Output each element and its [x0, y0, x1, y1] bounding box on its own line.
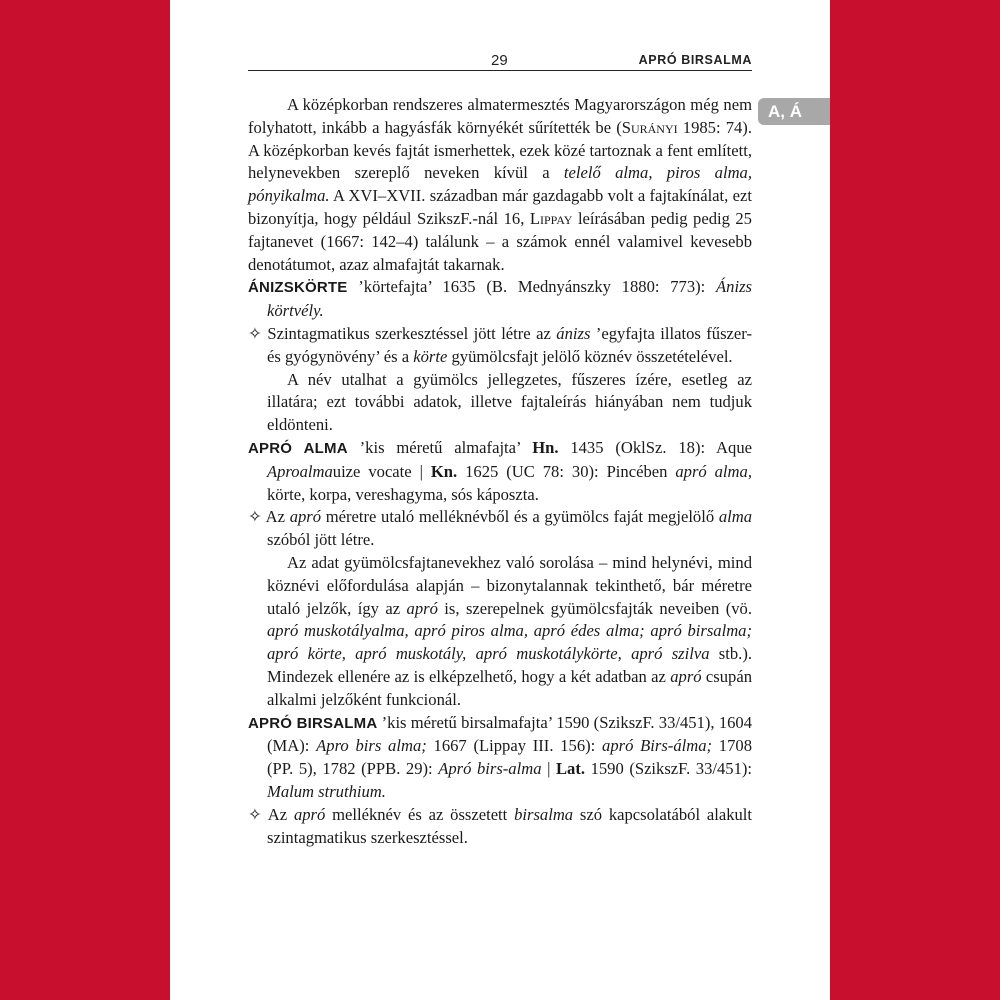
cited-word: ánizs — [556, 323, 591, 343]
author-name: Lippay — [529, 208, 573, 228]
etymology-paragraph — [248, 323, 752, 369]
text: leírásában pedig pedig 25 fajtanevet (1667: 142–4) találunk – a számok ennél valamivel kevesebb denotátumot, azaz almafajtát takarnak. — [248, 208, 752, 274]
headword: APRÓ BIRSALMA — [248, 714, 378, 732]
gloss: ’körtefajta’ 1635 (B. Mednyánszky 1880: 773): — [347, 277, 717, 297]
gloss: ’kis méretű birsalmafajta’ 1590 (SzikszF. 33/451), 1604 (MA): — [267, 712, 753, 756]
text: melléknév és az összetett — [325, 804, 515, 824]
text: 1590 (SzikszF. 33/451): — [585, 759, 753, 779]
page-number: 29 — [491, 52, 508, 69]
text: gyümölcsfajt jelölő köznév összetételével. — [447, 346, 733, 366]
text: 1625 (UC 78: 30): Pincében — [457, 461, 676, 481]
etymology-symbol-icon: ✧ — [248, 804, 262, 824]
text: 1667 (Lippay III. 156): — [426, 736, 603, 756]
running-header — [248, 52, 752, 71]
text: | — [541, 759, 556, 779]
source-type-label: Lat. — [555, 759, 585, 779]
text: szóból jött létre. — [267, 530, 375, 550]
etymology-symbol-icon: ✧ — [248, 323, 262, 343]
cited-names: telelő alma, piros alma, pónyikalma. — [248, 163, 752, 206]
cited-word: apró — [293, 804, 326, 824]
attested-form: Aproalma — [267, 461, 333, 481]
section-thumb-tab: A, Á — [758, 98, 830, 125]
text: csupán alkalmi jelzőként funkcionál. — [267, 666, 752, 709]
headword: APRÓ ALMA — [248, 439, 348, 457]
cited-word: apró — [670, 666, 702, 686]
text: körte, korpa, vereshagyma, sós káposzta. — [267, 484, 539, 504]
entry-apro-alma — [248, 437, 752, 506]
cited-variety-list: apró muskotályalma, apró piros alma, apró édes alma; apró birsalma; apró körte, apró muskotály, apró muskotálykörte, apró szilva — [267, 621, 752, 664]
commentary-paragraph: A név utalhat a gyümölcs jellegzetes, fűszeres ízére, esetleg az illatára; ezt további adatok, illetve fajtaleírás hiányában nem tudjuk eldönteni. — [267, 369, 752, 435]
text: A középkorban rendszeres almatermesztés Magyarországon még nem folyhatott, inkább a hagyásfák környékét sűrítették be ( — [248, 95, 752, 137]
text: stb.). Mindezek ellenére az is elképzelhető, hogy a két adatban az — [267, 644, 752, 686]
attested-form: Apro birs alma; — [316, 736, 427, 756]
cited-word: apró — [406, 598, 438, 618]
commentary-paragraph — [248, 552, 752, 712]
text: Az — [261, 804, 294, 824]
text: méretre utaló melléknévből és a gyümölcs faját megjelölő — [321, 507, 719, 527]
text: szó kapcsolatából alakult szintagmatikus szerkesztéssel. — [267, 804, 753, 847]
text: 1708 (PP. 5), 1782 (PPB. 29): — [267, 736, 752, 779]
etymology-paragraph — [248, 804, 752, 850]
etymology-paragraph — [248, 506, 752, 552]
gloss: ’kis méretű almafajta’ — [347, 437, 533, 457]
text: Szintagmatikus szerkesztéssel jött létre az — [261, 323, 557, 343]
running-title: APRÓ BIRSALMA — [638, 53, 752, 67]
etymology-symbol-icon: ✧ — [248, 507, 262, 527]
attested-form: Ánizs körtvély. — [267, 277, 752, 321]
intro-paragraph — [248, 94, 752, 276]
text: A XVI–XVII. században már gazdagabb volt a fajtakínálat, ezt bizonyítja, hogy például SzikszF.-nál 16, — [248, 186, 752, 228]
text: Az adat gyümölcsfajtanevekhez való sorolása – mind helynévi, mind köznévi előfordulása alapján – bizonytalannak tekinthető, bár méretre utaló jelzők, így az — [267, 552, 752, 618]
text: Az — [261, 507, 290, 527]
attested-form: apró alma, — [675, 461, 752, 481]
cited-word: alma — [718, 507, 752, 527]
source-type-label: Hn. — [532, 437, 559, 457]
cited-word: apró — [289, 507, 322, 527]
source-type-label: Kn. — [430, 461, 458, 481]
text: 1435 (OklSz. 18): Aque — [558, 437, 753, 457]
text: ’egyfajta illatos fűszer- és gyógynövény’ és a — [267, 323, 753, 366]
entry-aniszkorte — [248, 276, 752, 323]
attested-form: apró Birs-álma; — [602, 736, 713, 756]
text: uize vocate | — [332, 461, 431, 481]
text: is, szerepelnek gyümölcsfajták neveiben (vö. — [437, 598, 752, 618]
text: 1985: 74). A középkorban kevés fajtát ismerhettek, ezek közé tartoznak a fent említett, helynevekben szereplő neveken kívül a — [248, 117, 752, 183]
attested-form: Malum struthium. — [267, 781, 386, 801]
attested-form: Apró birs-alma — [438, 759, 542, 779]
entry-apro-birsalma — [248, 712, 752, 804]
page-body — [248, 94, 752, 849]
cited-word: birsalma — [514, 804, 574, 824]
cited-word: körte — [413, 346, 448, 366]
headword: ÁNIZSKÖRTE — [248, 279, 348, 297]
author-name: Surányi — [621, 117, 678, 137]
